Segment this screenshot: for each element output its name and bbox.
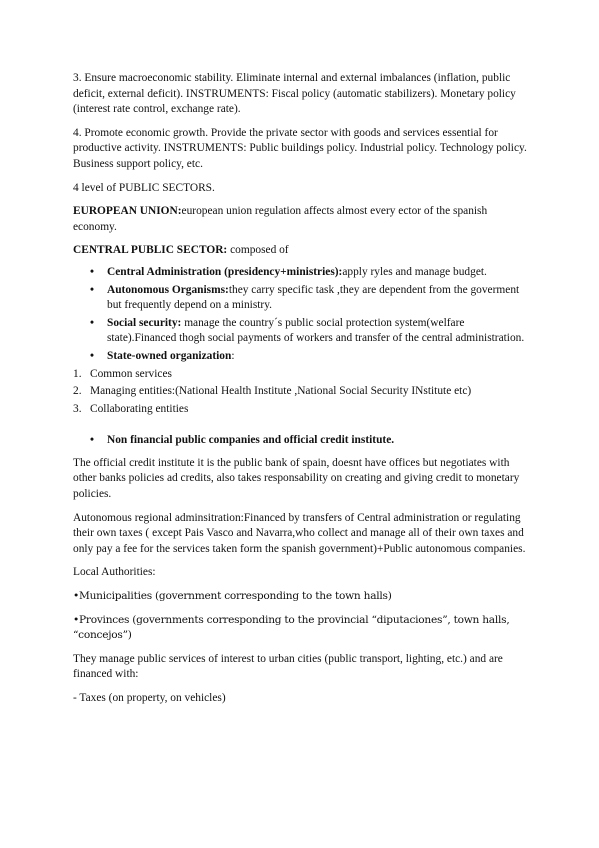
list-item-number: 1. xyxy=(73,367,82,380)
eu-text: european union regulation affects almost every ector of the spanish economy. xyxy=(73,205,488,233)
document-page xyxy=(73,71,529,715)
list-item-text: Common services xyxy=(90,367,172,380)
cps-label: CENTRAL PUBLIC SECTOR: xyxy=(73,244,228,257)
paragraph-official-credit-institute: The official credit institute it is the public bank of spain, doesnt have offices but negotiates with other banks policies ad credits, also takes responsability on creating and giving credit to monetary policies. xyxy=(73,456,520,501)
list-item-text: Collaborating entities xyxy=(90,402,189,415)
paragraph-taxes: - Taxes (on property, on vehicles) xyxy=(73,692,226,704)
list-item xyxy=(73,349,529,365)
list-item xyxy=(73,384,529,400)
list-item-number: 2. xyxy=(73,385,82,398)
list-item-text: they carry specific task ,they are dependent from the goverment but frequently depend on a ministry. xyxy=(107,283,520,312)
list-item-text: : xyxy=(231,349,235,362)
paragraph-public-sector-levels: 4 level of PUBLIC SECTORS. xyxy=(73,181,215,194)
paragraph-public-services: They manage public services of interest to urban cities (public transport, lighting, etc.) and are financed with: xyxy=(73,652,503,681)
list-item xyxy=(73,367,529,383)
paragraph-provinces: •Provinces (governments corresponding to the provincial “diputaciones”, town halls, “concejos”) xyxy=(73,613,510,642)
list-item-label: State-owned organization xyxy=(107,349,232,362)
central-sector-list xyxy=(73,265,529,365)
list-item xyxy=(73,402,529,418)
list-item-label: Non financial public companies and official credit institute. xyxy=(107,434,395,447)
paragraph-macroeconomic-stability: 3. Ensure macroeconomic stability. Eliminate internal and external imbalances (inflation, public deficit, external deficit). INSTRUMENTS: Fiscal policy (automatic stabilizers). Monetary policy (interest rate control, exchange rate). xyxy=(73,72,516,116)
nonfinancial-list xyxy=(73,433,529,449)
list-item-text: Managing entities:(National Health Institute ,National Social Security INstitute etc) xyxy=(90,385,472,398)
list-item-number: 3. xyxy=(73,402,82,415)
list-item-label: Central Administration (presidency+ministries): xyxy=(107,265,343,278)
paragraph-local-authorities: Local Authorities: xyxy=(73,566,156,579)
list-item-text: apply ryles and manage budget. xyxy=(342,265,487,278)
paragraph-municipalities: •Municipalities (government corresponding to the town halls) xyxy=(73,590,392,603)
list-item-label: Social security: xyxy=(107,316,182,329)
paragraph-european-union xyxy=(73,204,529,235)
state-owned-list xyxy=(73,367,529,418)
paragraph-autonomous-regional: Autonomous regional adminsitration:Financed by transfers of Central administration or regulating their own taxes ( except Pais Vasco and Navarra,who collect and manage all of their own taxes and only pay a fee for the services taken form the spanish government)+Public autonomous companies. xyxy=(73,511,526,555)
paragraph-economic-growth: 4. Promote economic growth. Provide the private sector with goods and services essential for productive activity. INSTRUMENTS: Public buildings policy. Industrial policy. Technology policy. Business support policy, etc. xyxy=(73,126,527,170)
eu-label: EUROPEAN UNION: xyxy=(73,205,182,218)
list-item xyxy=(73,433,529,449)
list-item xyxy=(73,283,529,314)
paragraph-central-public-sector xyxy=(73,243,529,259)
cps-text: composed of xyxy=(227,244,289,257)
list-item xyxy=(73,316,529,347)
list-item-text: manage the country´s public social protection system(welfare state).Financed thogh social payments of workers and transfer of the central administration. xyxy=(107,316,525,345)
list-item xyxy=(73,265,529,281)
list-item-label: Autonomous Organisms: xyxy=(107,283,229,296)
